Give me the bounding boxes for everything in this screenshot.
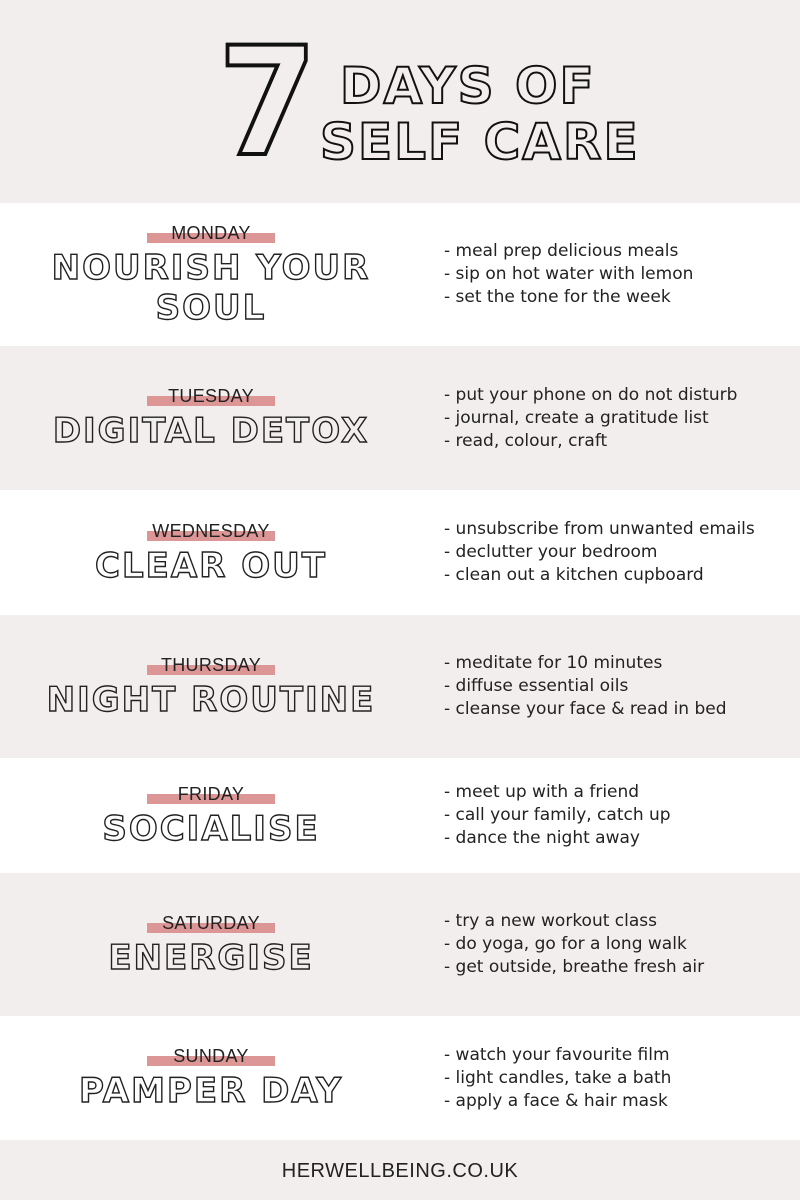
day-heading [30,873,392,1016]
task-list [444,1016,794,1140]
day-title-line: SOCIALISE [102,808,320,849]
task-item: - meet up with a friend [444,782,640,802]
task-item: - get outside, breathe fresh air [444,957,705,977]
footer-website: HERWELLBEING.CO.UK [281,1160,519,1182]
day-label [147,385,275,407]
header-number: 7 [218,16,318,190]
day-row-monday [0,203,800,346]
day-heading [30,758,392,873]
task-list [444,873,794,1016]
task-item: - do yoga, go for a long walk [444,934,687,954]
day-row-wednesday [0,490,800,615]
task-item: - declutter your bedroom [444,542,658,562]
day-label [147,783,275,805]
day-row-sunday [0,1016,800,1140]
task-list [444,490,794,615]
day-label-text: THURSDAY [160,654,262,675]
day-label-text: TUESDAY [168,386,254,406]
day-label [147,1045,275,1067]
task-item: - diffuse essential oils [444,676,629,696]
day-heading [30,1016,392,1140]
footer [0,1140,800,1200]
day-row-tuesday [0,346,800,490]
day-label-text: FRIDAY [177,783,245,804]
task-item: - watch your favourite film [444,1044,670,1065]
day-title-line: ENERGISE [108,937,314,978]
task-list [444,758,794,873]
task-item: - journal, create a gratitude list [444,407,709,428]
task-item: - read, colour, craft [444,430,608,451]
header-title-line-1: DAYS OF [340,57,596,115]
day-label [147,654,275,676]
header-title-line-2: SELF CARE [320,113,640,171]
day-title-line: SOUL [155,287,267,328]
day-label [147,520,275,542]
day-row-friday [0,758,800,873]
day-label [147,222,275,244]
task-item: - dance the night away [444,828,640,848]
day-title-line: CLEAR OUT [95,545,327,586]
task-list [444,615,794,758]
task-list [444,203,794,346]
day-heading [30,490,392,615]
task-item: - meditate for 10 minutes [444,653,663,673]
day-heading [30,615,392,758]
task-item: - set the tone for the week [444,287,671,307]
task-list [444,346,794,490]
task-item: - light candles, take a bath [444,1067,672,1088]
task-item: - cleanse your face & read in bed [444,699,727,719]
day-heading [30,203,392,346]
day-label [147,912,275,934]
day-title-line: NIGHT ROUTINE [46,679,376,720]
header [0,0,800,203]
task-item: - try a new workout class [444,911,657,931]
task-item: - clean out a kitchen cupboard [444,565,704,585]
day-label-text: WEDNESDAY [152,520,270,541]
day-row-saturday [0,873,800,1016]
task-item: - call your family, catch up [444,805,671,825]
task-item: - meal prep delicious meals [444,241,679,261]
day-label-text: SATURDAY [162,912,260,933]
day-title-line: PAMPER DAY [78,1071,343,1111]
day-row-thursday [0,615,800,758]
task-item: - put your phone on do not disturb [444,384,738,405]
task-item: - unsubscribe from unwanted emails [444,519,755,539]
day-heading [30,346,392,490]
day-label-text: MONDAY [171,222,251,243]
task-item: - apply a face & hair mask [444,1090,668,1111]
task-item: - sip on hot water with lemon [444,264,694,284]
day-title-line: NOURISH YOUR [51,247,371,288]
day-title-line: DIGITAL DETOX [52,411,370,451]
day-label-text: SUNDAY [173,1046,249,1066]
